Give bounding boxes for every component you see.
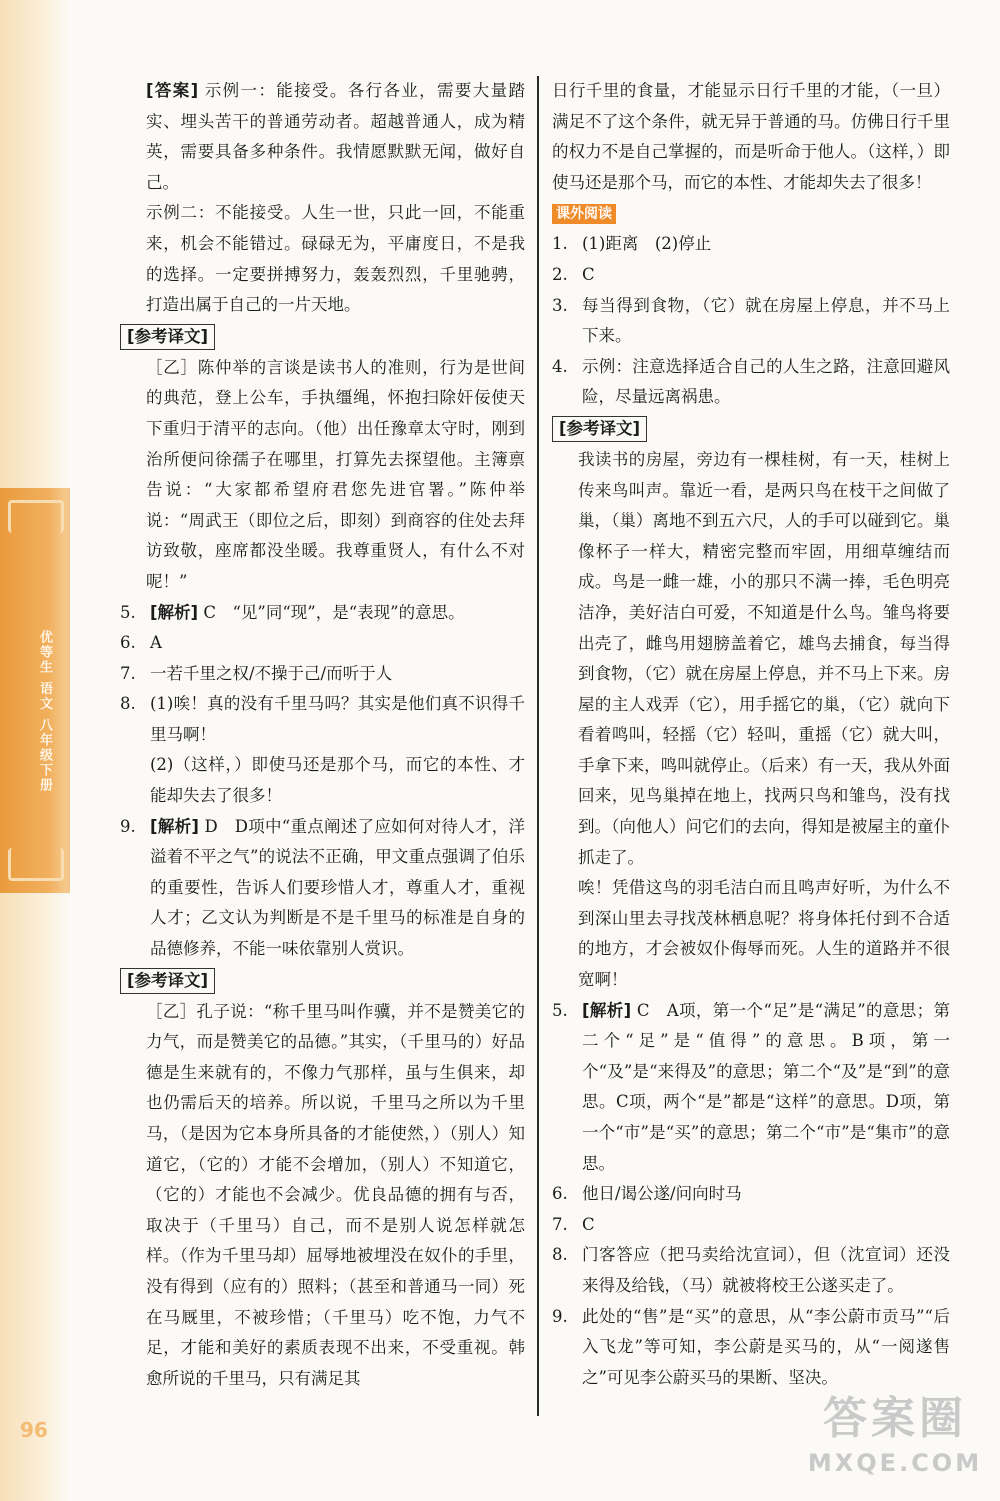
answer-text-1: 示例一：能接受。各行各业，需要大量踏实、埋头苦干的普通劳动者。超越普通人，成为精英，需要具备多种条件。我情愿默默无闻，做好自己。 [146, 81, 526, 192]
item-text: 他日/谒公遂/问向时马 [582, 1184, 742, 1204]
reference-translation-text-1: ［乙］陈仲举的言谈是读书人的准则，行为是世间的典范，登上公车，手执缰绳，怀抱扫除奸佞使天下重归于清平的志向。（他）出任豫章太守时，刚到治所便问徐孺子在哪里，打算先去探望他。主簿禀告说：“大家都希望府君您先进官署。”陈仲举说：“周武王（即位之后，即刻）到商容的住处去拜访致敬，座席都没坐暖。我尊重贤人，有什么不对呢！” [146, 357, 525, 591]
item-number: 6. [552, 1184, 568, 1204]
item-number: 7. [120, 663, 136, 683]
item-text: (1)唉！真的没有千里马吗？其实是他们真不识得千里马啊！ [150, 694, 525, 744]
list-item [552, 229, 950, 260]
item-number: 3. [552, 295, 568, 315]
reference-translation-text-2: ［乙］孔子说：“称千里马叫作骥，并不是赞美它的力气，而是赞美它的品德。”其实，（千里马的）好品德是生来就有的，不像力气那样，虽与生俱来，却也仍需后天的培养。所以说，千里马之所以为千里马，（是因为它本身所具备的才能使然，）（别人）知道它，（它的）才能不会增加，（别人）不知道它，（它的）才能也不会减少。优良品德的拥有与否，取决于（千里马）自己，而不是别人说怎样就怎样。（作为千里马却）屈辱地被埋没在奴仆的手里，没有得到（应有的）照料；（甚至和普通马一同）死在马厩里，不被珍惜；（千里马）吃不饱，力气不足，才能和美好的素质表现不出来，不受重视。韩愈所说的千里马，只有满足其 [146, 1001, 525, 1388]
reference-translation-heading-3: [参考译文] [552, 416, 647, 442]
list-item [120, 628, 525, 659]
item-number: 5. [552, 1000, 568, 1020]
item-text: 此处的“售”是“买”的意思，从“李公蔚市贡马”“后入飞龙”等可知，李公蔚是买马的，从“一阅遂售之”可见李公蔚买马的果断、坚决。 [582, 1306, 950, 1387]
item-number: 5. [120, 602, 136, 622]
list-item [552, 291, 950, 352]
page-number: 96 [20, 1418, 48, 1442]
watermark-title: 答案圈 [823, 1393, 967, 1444]
item-number: 4. [552, 356, 568, 376]
item-text: C [582, 264, 595, 284]
analysis-tag: [解析] [582, 1000, 632, 1020]
item-text: 示例：注意选择适合自己的人生之路，注意回避风险，尽量远离祸患。 [582, 356, 950, 407]
right-column [552, 76, 950, 1393]
item-text: (1)距离 (2)停止 [582, 234, 712, 254]
reference-translation-heading-2: [参考译文] [120, 968, 215, 994]
item-number [120, 750, 150, 811]
list-item [552, 1240, 950, 1301]
list-item [552, 1302, 950, 1394]
item-text [150, 598, 525, 629]
item-number: 8. [120, 694, 136, 714]
reference-translation-text-3: 我读书的房屋，旁边有一棵桂树，有一天，桂树上传来鸟叫声。靠近一看，是两只鸟在枝干之间做了巢，（巢）离地不到五六尺，人的手可以碰到它。巢像杯子一样大，精密完整而牢固，用细草缠结而成。鸟是一雌一雄，小的那只不满一捧，毛色明亮洁净，美好洁白可爱，不知道是什么鸟。雏鸟将要出壳了，雌鸟用翅膀盖着它，雄鸟去捕食，每当得到食物，（它）就在房屋上停息，并不马上下来。房屋的主人戏弄（它），用手摇它的巢，（它）就向下看着鸣叫，轻摇（它）轻叫，重摇（它）就大叫，手拿下来，鸣叫就停止。（后来）有一天，我从外面回来，见鸟巢掉在地上，找两只鸟和雏鸟，没有找到。（向他人）问它们的去向，得知是被屋主的童仆抓走了。 [578, 449, 950, 867]
analysis-tag: [解析] [150, 816, 199, 836]
list-item [120, 659, 525, 690]
analysis-tag: [解析] [150, 602, 199, 622]
extracurricular-reading-heading: 课外阅读 [552, 204, 616, 224]
list-item [552, 260, 950, 291]
left-column [120, 76, 525, 1394]
list-item [552, 352, 950, 413]
list-item [552, 996, 950, 1180]
item-number: 9. [120, 816, 136, 836]
reference-translation-text-4: 唉！凭借这鸟的羽毛洁白而且鸣声好听，为什么不到深山里去寻找茂林栖息呢？将身体托付到不合适的地方，才会被奴仆侮辱而死。人生的道路并不很宽啊！ [578, 878, 950, 990]
item-body: D D项中“重点阐述了应如何对待人才，洋溢着不平之气”的说法不正确，甲文重点强调了伯乐的重要性，告诉人们要珍惜人才，尊重人才，重视人才；乙文认为判断是不是千里马的标准是自身的品德修养，不能一味依靠别人赏识。 [150, 816, 525, 959]
item-text: C [582, 1214, 595, 1234]
item-text: 门客答应（把马卖给沈宣词），但（沈宣词）还没来得及给钱，（马）就被将校王公遂买走了。 [582, 1245, 950, 1295]
column-divider [537, 76, 539, 1416]
list-item [552, 1179, 950, 1210]
list-item [120, 689, 525, 750]
list-item [120, 750, 525, 811]
item-number: 2. [552, 264, 568, 284]
item-text [150, 812, 525, 965]
reference-translation-heading-1: [参考译文] [120, 324, 215, 350]
side-banner-text: 优等生 语文 八年级下册 [37, 630, 52, 794]
list-item [120, 598, 525, 629]
item-number: 8. [552, 1245, 568, 1265]
item-number: 1. [552, 234, 568, 254]
answer-paragraph-1 [120, 76, 525, 198]
item-number: 6. [120, 633, 136, 653]
list-item [552, 1210, 950, 1241]
watermark-url: MXQE.COM [807, 1449, 983, 1477]
item-number: 9. [552, 1306, 568, 1326]
item-body: C A项，第一个“足”是“满足”的意思；第二个“足”是“值得”的意思。B项，第一个“及”是“来得及”的意思；第二个“及”是“到”的意思。C项，两个“是”都是“这样”的意思。D项，第一个“市”是“买”的意思；第二个“市”是“集市”的意思。 [582, 1000, 950, 1173]
continued-translation-text: 日行千里的食量，才能显示日行千里的才能，（一旦）满足不了这个条件，就无异于普通的马。仿佛日行千里的权力不是自己掌握的，而是听命于他人。（这样，）即使马还是那个马，而它的本性、才能却失去了很多！ [552, 81, 950, 192]
item-text: 一若千里之权/不操于己/而听于人 [150, 663, 393, 683]
answer-tag: [答案] [146, 81, 199, 100]
item-text [582, 996, 950, 1180]
item-text: A [150, 633, 162, 653]
list-item [120, 812, 525, 965]
item-body: C “见”同“现”，是“表现”的意思。 [203, 602, 465, 622]
watermark-logo [800, 1390, 990, 1490]
item-text: (2)（这样，）即使马还是那个马，而它的本性、才能却失去了很多！ [150, 755, 525, 806]
answer-paragraph-2: 示例二：不能接受。人生一世，只此一回，不能重来，机会不能错过。碌碌无为，平庸度日，不是我的选择。一定要拼搏努力，轰轰烈烈，千里驰骋，打造出属于自己的一片天地。 [146, 203, 525, 315]
item-number: 7. [552, 1214, 568, 1234]
item-text: 每当得到食物，（它）就在房屋上停息，并不马上下来。 [582, 295, 950, 346]
